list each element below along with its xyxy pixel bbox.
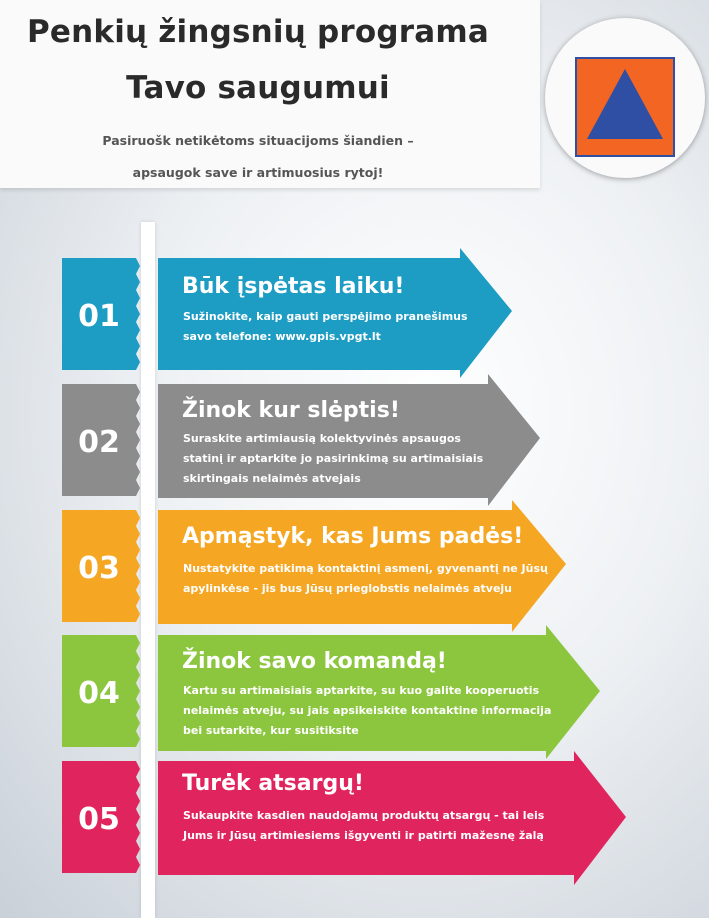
- step-3-heading: Apmąstyk, kas Jums padės!: [182, 524, 524, 549]
- title-line-1: Penkių žingsnių programa: [26, 14, 490, 50]
- civil-protection-logo: [545, 18, 705, 178]
- step-2: [0, 374, 709, 506]
- step-2-description: [183, 429, 483, 489]
- step-3-line-2: apylinkėse - jis bus Jūsų prieglobstis nelaimės atveju: [183, 582, 513, 595]
- step-1: [0, 248, 709, 378]
- step-1-description: [183, 307, 468, 347]
- step-4-number: 04: [78, 676, 120, 711]
- step-4-line-2: nelaimės atveju, su jais apsikeiskite kontaktine informacija: [183, 704, 552, 717]
- step-4-heading: Žinok savo komandą!: [182, 649, 447, 674]
- step-5-heading: Turėk atsargų!: [182, 771, 364, 796]
- step-4: [0, 625, 709, 759]
- step-5-number: 05: [78, 802, 120, 837]
- civil-protection-triangle-icon: [575, 57, 675, 157]
- step-5: [0, 751, 709, 885]
- step-4-line-3: bei sutarkite, kur susitiksite: [183, 724, 359, 737]
- step-3: [0, 500, 709, 632]
- step-3-number: 03: [78, 551, 120, 586]
- subtitle-line-2: apsaugok save ir artimuosius rytoj!: [132, 165, 384, 180]
- step-5-line-1: Sukaupkite kasdien naudojamų produktų atsargų - tai leis: [183, 809, 545, 822]
- subtitle-line-1: Pasiruošk netikėtoms situacijoms šiandien –: [102, 133, 414, 148]
- header-banner: [0, 0, 540, 188]
- step-3-line-1: Nustatykite patikimą kontaktinį asmenį, gyvenantį ne Jūsų: [183, 562, 548, 575]
- step-2-number: 02: [78, 425, 120, 460]
- step-4-description: [183, 681, 551, 741]
- step-4-line-1: Kartu su artimaisiais aptarkite, su kuo galite kooperuotis: [183, 684, 540, 697]
- step-2-heading: Žinok kur slėptis!: [182, 398, 400, 423]
- step-5-line-2: Jums ir Jūsų artimiesiems išgyventi ir patirti mažesnę žalą: [183, 829, 544, 842]
- step-2-line-1: Suraskite artimiausią kolektyvinės apsaugos: [183, 432, 461, 445]
- step-1-number: 01: [78, 299, 120, 334]
- step-5-description: [183, 806, 544, 846]
- step-1-line-1: Sužinokite, kaip gauti perspėjimo pranešimus: [183, 310, 468, 323]
- step-2-line-3: skirtingais nelaimės atvejais: [183, 472, 361, 485]
- title-line-2: Tavo saugumui: [126, 70, 390, 106]
- step-1-heading: Būk įspėtas laiku!: [182, 274, 405, 299]
- step-2-line-2: statinį ir aptarkite jo pasirinkimą su artimaisiais: [183, 452, 484, 465]
- step-1-line-2: savo telefone: www.gpis.vpgt.lt: [183, 330, 381, 343]
- step-3-description: [183, 559, 548, 599]
